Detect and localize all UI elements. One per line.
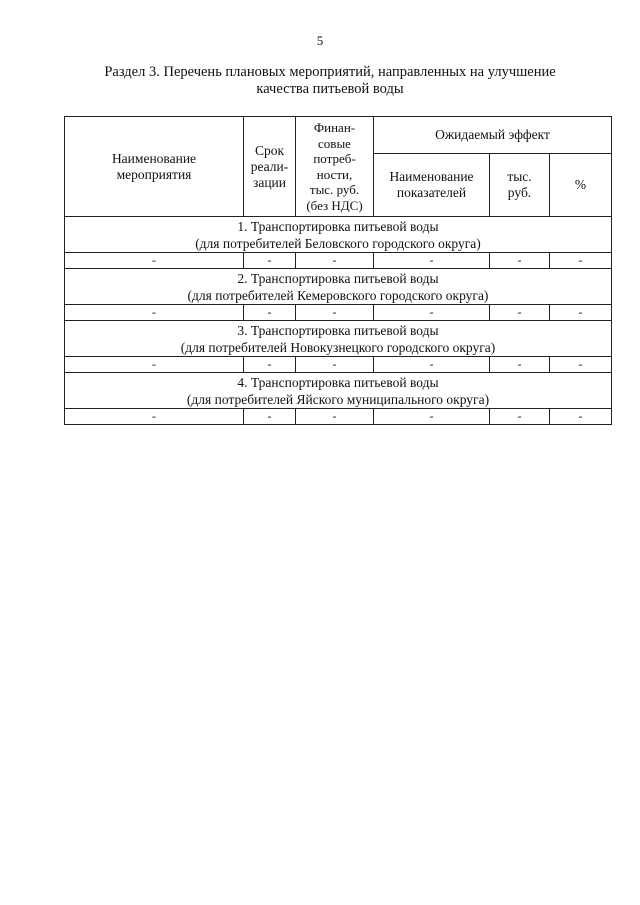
- page-number: 5: [316, 33, 324, 48]
- cell-thousand-rub: -: [490, 253, 550, 269]
- cell-measure: -: [65, 357, 244, 373]
- cell-financial: -: [296, 253, 374, 269]
- cell-measure: -: [65, 305, 244, 321]
- group-title: 3. Транспортировка питьевой воды (для потребителей Новокузнецкого городского округа): [65, 321, 612, 357]
- cell-thousand-rub: -: [490, 357, 550, 373]
- cell-term: -: [244, 409, 296, 425]
- cell-term: -: [244, 357, 296, 373]
- table-row: [65, 305, 612, 321]
- header-indicator-name: Наименование показателей: [374, 154, 490, 217]
- group-row-4: [65, 373, 612, 409]
- measures-table: [64, 116, 612, 425]
- cell-indicator: -: [374, 357, 490, 373]
- cell-measure: -: [65, 409, 244, 425]
- cell-indicator: -: [374, 305, 490, 321]
- table-row: [65, 253, 612, 269]
- header-thousand-rub: тыс. руб.: [490, 154, 550, 217]
- table-row: [65, 357, 612, 373]
- header-expected-effect: Ожидаемый эффект: [374, 117, 612, 154]
- cell-indicator: -: [374, 409, 490, 425]
- cell-percent: -: [550, 305, 612, 321]
- group-row-3: [65, 321, 612, 357]
- header-financial-needs: Финан- совые потреб- ности, тыс. руб. (без НДС): [296, 117, 374, 217]
- group-title: 4. Транспортировка питьевой воды (для потребителей Яйского муниципального округа): [65, 373, 612, 409]
- header-measure-name: Наименование мероприятия: [65, 117, 244, 217]
- table-row: [65, 409, 612, 425]
- group-row-1: [65, 217, 612, 253]
- cell-percent: -: [550, 253, 612, 269]
- header-term: Срок реали- зации: [244, 117, 296, 217]
- section-title-line-2: качества питьевой воды: [256, 81, 404, 97]
- cell-percent: -: [550, 357, 612, 373]
- cell-term: -: [244, 253, 296, 269]
- cell-financial: -: [296, 305, 374, 321]
- group-title: 2. Транспортировка питьевой воды (для потребителей Кемеровского городского округа): [65, 269, 612, 305]
- cell-financial: -: [296, 409, 374, 425]
- section-title: [60, 64, 600, 98]
- cell-term: -: [244, 305, 296, 321]
- cell-measure: -: [65, 253, 244, 269]
- cell-financial: -: [296, 357, 374, 373]
- cell-indicator: -: [374, 253, 490, 269]
- cell-thousand-rub: -: [490, 409, 550, 425]
- group-row-2: [65, 269, 612, 305]
- section-title-line-1: Раздел 3. Перечень плановых мероприятий, направленных на улучшение: [104, 64, 556, 80]
- cell-thousand-rub: -: [490, 305, 550, 321]
- cell-percent: -: [550, 409, 612, 425]
- header-row-top: [65, 117, 612, 154]
- group-title: 1. Транспортировка питьевой воды (для потребителей Беловского городского округа): [65, 217, 612, 253]
- header-percent: %: [550, 154, 612, 217]
